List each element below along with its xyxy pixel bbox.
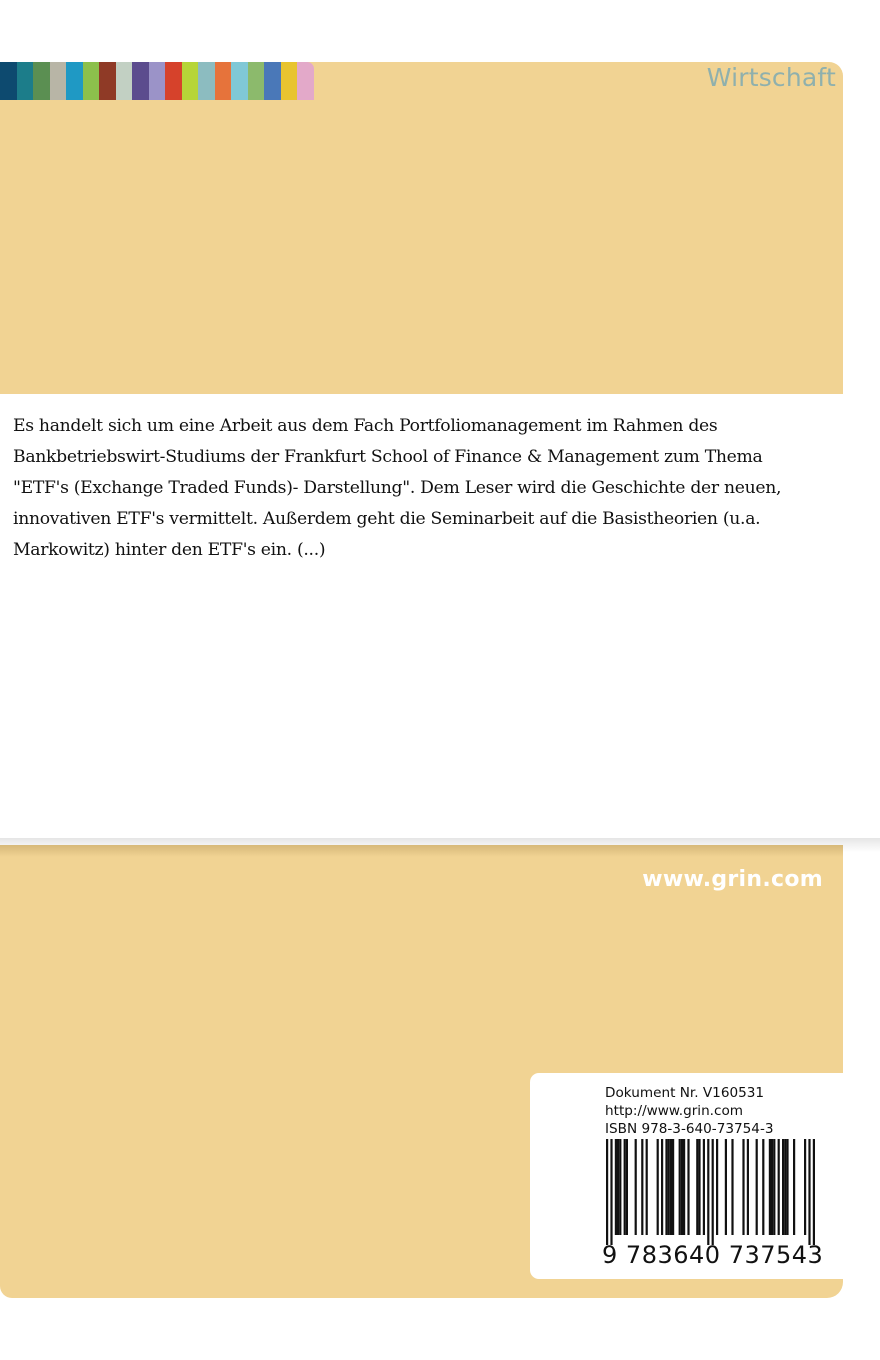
barcode-bar xyxy=(665,1139,667,1235)
barcode-bar xyxy=(762,1139,764,1235)
abstract-line: innovativen ETF's vermittelt. Außerdem geht die Seminarbeit auf die Basistheorien (u.a. xyxy=(13,509,761,529)
barcode-bar xyxy=(707,1139,709,1245)
barcode-bar xyxy=(813,1139,815,1245)
abstract-line: "ETF's (Exchange Traded Funds)- Darstellung". Dem Leser wird die Geschichte der neuen, xyxy=(13,478,782,498)
barcode-bar xyxy=(641,1139,643,1235)
barcode-bar xyxy=(771,1139,773,1235)
color-stripe xyxy=(231,62,248,100)
isbn-barcode-icon xyxy=(598,1139,824,1245)
barcode-bar xyxy=(716,1139,718,1235)
barcode-bar xyxy=(773,1139,775,1235)
document-info xyxy=(605,1084,774,1138)
color-stripe xyxy=(149,62,166,100)
color-stripe xyxy=(248,62,265,100)
category-label: Wirtschaft xyxy=(706,63,836,92)
barcode-bar xyxy=(696,1139,698,1235)
color-stripe xyxy=(198,62,215,100)
barcode-bar xyxy=(786,1139,788,1235)
barcode-bar xyxy=(606,1139,608,1245)
color-stripe xyxy=(132,62,149,100)
color-stripe xyxy=(182,62,199,100)
barcode-bar xyxy=(670,1139,672,1235)
barcode-box xyxy=(530,1073,843,1279)
barcode-bar xyxy=(615,1139,617,1235)
document-number: Dokument Nr. V160531 xyxy=(605,1085,765,1101)
color-stripe xyxy=(116,62,133,100)
color-stripe xyxy=(17,62,34,100)
isbn-number: ISBN 978-3-640-73754-3 xyxy=(605,1121,774,1137)
barcode-group-2: 737543 xyxy=(728,1241,824,1269)
color-stripe xyxy=(66,62,83,100)
barcode-bar xyxy=(808,1139,810,1245)
barcode-bar xyxy=(784,1139,786,1235)
barcode-bar xyxy=(742,1139,744,1235)
barcode-bar xyxy=(804,1139,806,1235)
barcode-bar xyxy=(687,1139,689,1235)
color-stripe xyxy=(165,62,182,100)
color-stripe xyxy=(264,62,281,100)
document-url[interactable]: http://www.grin.com xyxy=(605,1103,744,1119)
barcode-bar xyxy=(725,1139,727,1235)
barcode-bar xyxy=(703,1139,705,1235)
barcode-bar xyxy=(683,1139,685,1235)
top-color-panel xyxy=(0,62,843,394)
abstract-line: Es handelt sich um eine Arbeit aus dem Fach Portfoliomanagement im Rahmen des xyxy=(13,416,718,436)
barcode-bar xyxy=(756,1139,758,1235)
barcode-bar xyxy=(624,1139,626,1235)
barcode-first-digit: 9 xyxy=(602,1241,618,1269)
color-stripe xyxy=(215,62,232,100)
color-stripe-band xyxy=(0,62,314,100)
barcode-bar xyxy=(712,1139,714,1245)
barcode-bar xyxy=(626,1139,628,1235)
barcode-bar xyxy=(635,1139,637,1235)
barcode-bar xyxy=(657,1139,659,1235)
color-stripe xyxy=(99,62,116,100)
barcode-bar xyxy=(661,1139,663,1235)
abstract-line: Markowitz) hinter den ETF's ein. (...) xyxy=(13,540,326,560)
barcode-bar xyxy=(782,1139,784,1235)
website-link[interactable]: www.grin.com xyxy=(642,867,823,892)
barcode-group-1: 783640 xyxy=(625,1241,721,1269)
barcode-bar xyxy=(668,1139,670,1235)
barcode-bar xyxy=(793,1139,795,1235)
color-stripe xyxy=(50,62,67,100)
color-stripe xyxy=(281,62,298,100)
barcode-digits xyxy=(602,1241,823,1269)
color-stripe xyxy=(0,62,17,100)
barcode-bar xyxy=(619,1139,621,1235)
color-stripe xyxy=(33,62,50,100)
barcode-bar xyxy=(679,1139,681,1235)
color-stripe xyxy=(297,62,314,100)
barcode-bar xyxy=(778,1139,780,1235)
barcode-bar xyxy=(698,1139,700,1235)
barcode-bar xyxy=(672,1139,674,1235)
abstract-line: Bankbetriebswirt-Studiums der Frankfurt School of Finance & Management zum Thema xyxy=(13,447,763,467)
barcode-bar xyxy=(747,1139,749,1235)
abstract-text xyxy=(13,411,853,566)
barcode-bar xyxy=(646,1139,648,1235)
barcode-bar xyxy=(617,1139,619,1235)
barcode-bar xyxy=(731,1139,733,1235)
barcode-bar xyxy=(769,1139,771,1235)
barcode-bar xyxy=(681,1139,683,1235)
barcode-bar xyxy=(610,1139,612,1245)
color-stripe xyxy=(83,62,100,100)
